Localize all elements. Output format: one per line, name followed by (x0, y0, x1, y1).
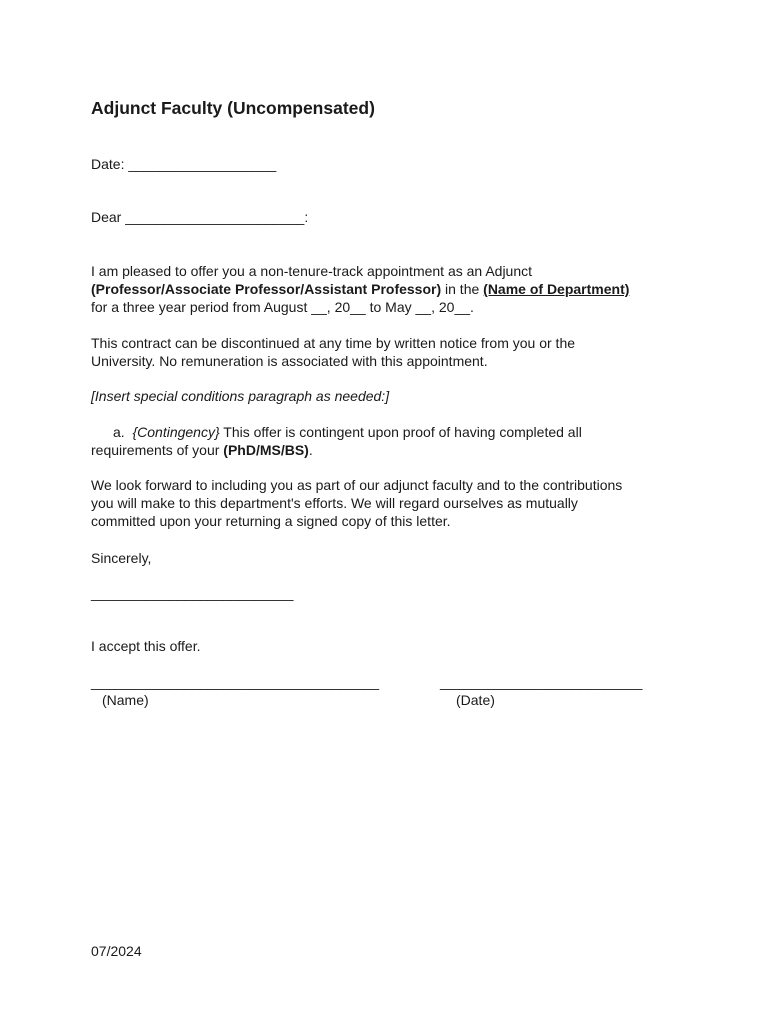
salutation-line: Dear _______________________: (91, 209, 309, 225)
contingency-requirements: requirements of your (91, 442, 224, 458)
rank-options: (Professor/Associate Professor/Assistant Professor) (91, 281, 442, 297)
list-marker: a. (113, 424, 125, 440)
name-label: (Name) (102, 692, 149, 708)
closing-line-2: you will make to this department's efforts. We will regard ourselves as mutually (91, 495, 578, 511)
letter-title: Adjunct Faculty (Uncompensated) (91, 98, 375, 118)
name-signature-line: _____________________________________ (91, 674, 380, 690)
contingency-line-2 (91, 441, 313, 459)
offer-in-the: in the (441, 281, 484, 297)
contingency-text: This offer is contingent upon proof of having completed all (219, 424, 582, 440)
contract-line-1: This contract can be discontinued at any time by written notice from you or the (91, 335, 576, 351)
department-placeholder: (Name of Department) (483, 281, 630, 297)
offer-line-2 (91, 280, 629, 298)
signature-line: __________________________ (91, 585, 294, 601)
contract-line-2: University. No remuneration is associated with this appointment. (91, 353, 488, 369)
date-signature-line: __________________________ (440, 674, 643, 690)
offer-line-1: I am pleased to offer you a non-tenure-track appointment as an Adjunct (91, 263, 533, 279)
special-conditions-note: [Insert special conditions paragraph as needed:] (91, 388, 390, 404)
contingency-period: . (308, 442, 313, 458)
accept-statement: I accept this offer. (91, 638, 201, 654)
offer-line-3: for a three year period from August __, 20__ to May __, 20__. (91, 299, 474, 315)
sincerely: Sincerely, (91, 550, 152, 566)
closing-line-3: committed upon your returning a signed copy of this letter. (91, 513, 451, 529)
contingency-line-1 (113, 423, 582, 441)
footer-date: 07/2024 (91, 943, 142, 959)
date-label: (Date) (456, 692, 495, 708)
closing-line-1: We look forward to including you as part of our adjunct faculty and to the contributions (91, 477, 623, 493)
contingency-label: {Contingency} (132, 424, 220, 440)
degree-options: (PhD/MS/BS) (223, 442, 309, 458)
date-field-line: Date: ___________________ (91, 156, 277, 172)
